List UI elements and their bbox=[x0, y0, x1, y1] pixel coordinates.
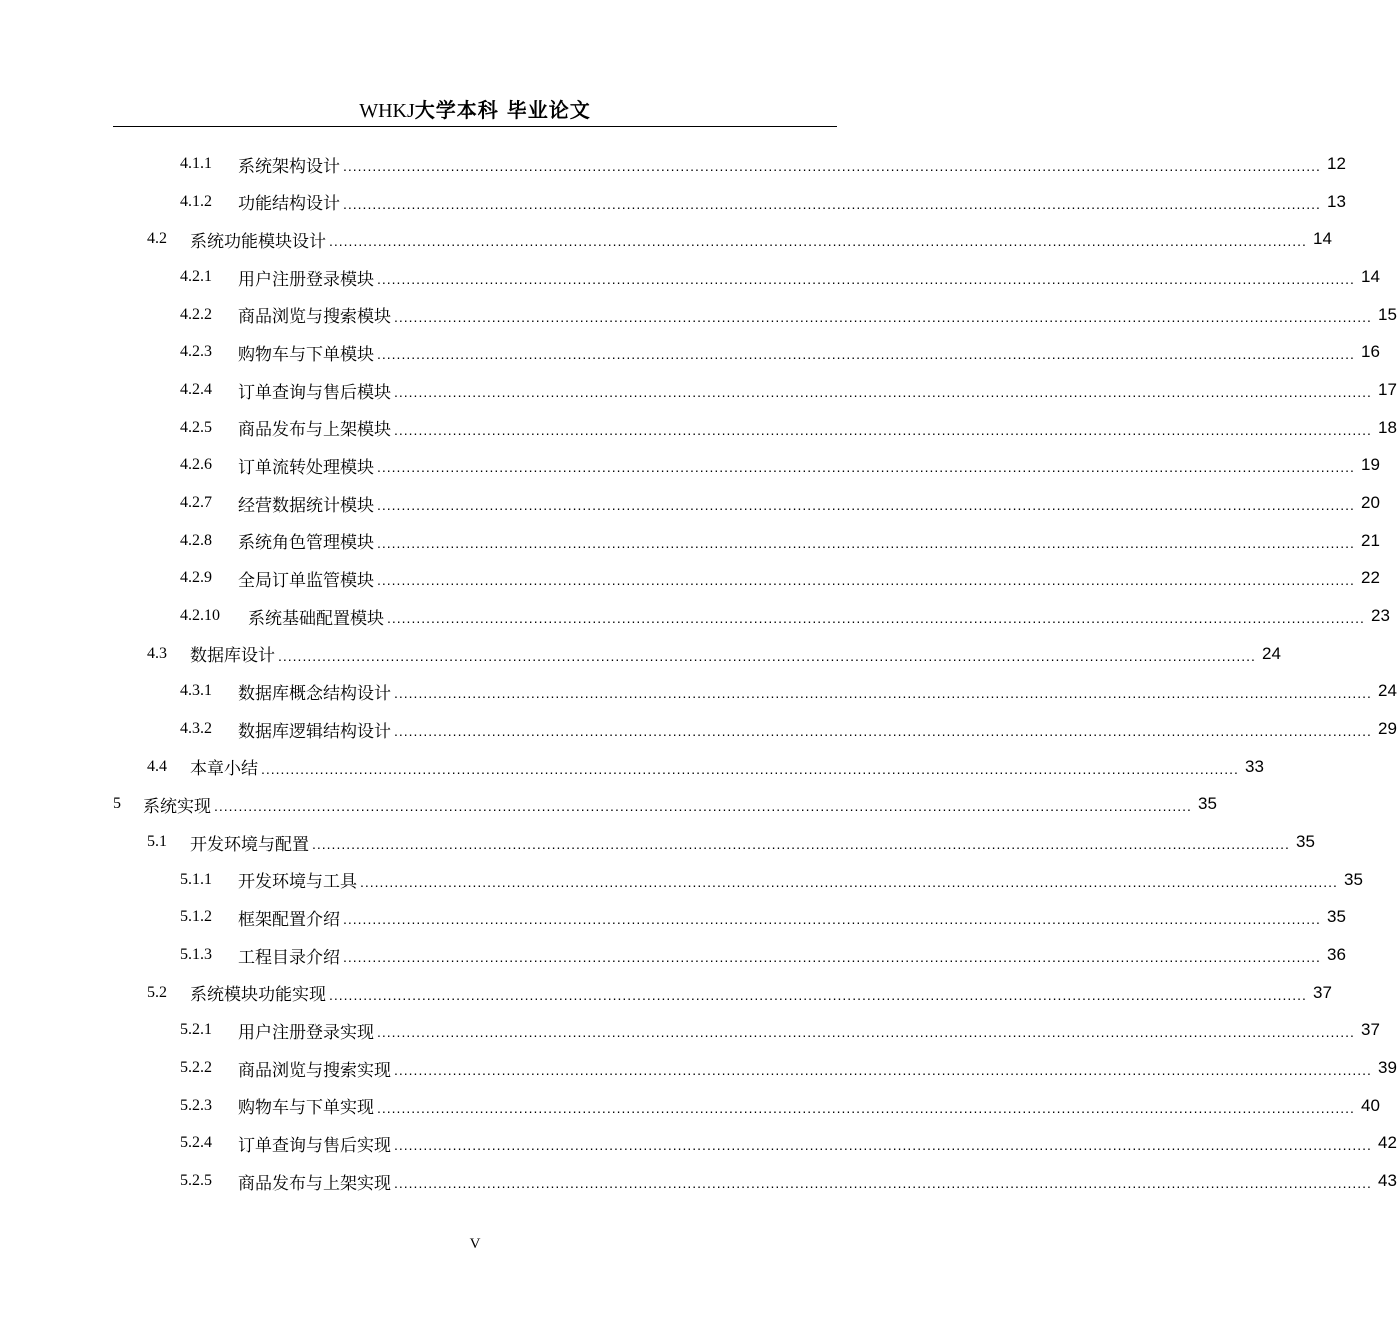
toc-entry[interactable] bbox=[180, 152, 1346, 177]
toc-entry[interactable] bbox=[180, 1056, 1397, 1081]
toc-entry-title: 订单查询与售后实现 bbox=[238, 1135, 391, 1156]
toc-entry-number: 4.2.6 bbox=[180, 456, 212, 474]
toc-entry-number: 5.1.3 bbox=[180, 946, 212, 964]
toc-dot-leader: ........................................................................................................................................................................................................ bbox=[278, 647, 1256, 664]
toc-entry-page: 21 bbox=[1361, 530, 1380, 550]
toc-entry-title: 数据库设计 bbox=[190, 646, 275, 667]
toc-entry-page: 35 bbox=[1327, 907, 1346, 927]
toc-dot-leader: ........................................................................................................................................................................................................ bbox=[377, 497, 1355, 514]
toc-entry-page: 37 bbox=[1313, 982, 1332, 1002]
toc-entry-number: 4.2.7 bbox=[180, 494, 212, 512]
toc-entry[interactable] bbox=[180, 378, 1397, 403]
toc-entry[interactable] bbox=[147, 227, 1332, 252]
toc-entry-title: 系统角色管理模块 bbox=[238, 533, 374, 554]
toc-entry[interactable] bbox=[180, 604, 1390, 629]
toc-dot-leader: ........................................................................................................................................................................................................ bbox=[329, 233, 1307, 250]
toc-entry[interactable] bbox=[180, 453, 1380, 478]
toc-entry-number: 4.2.5 bbox=[180, 418, 212, 436]
toc-entry-title: 数据库概念结构设计 bbox=[238, 683, 391, 704]
toc-entry[interactable] bbox=[180, 717, 1397, 742]
toc-entry-title: 用户注册登录模块 bbox=[238, 269, 374, 290]
toc-dot-leader: ........................................................................................................................................................................................................ bbox=[394, 685, 1372, 702]
toc-entry-title: 数据库逻辑结构设计 bbox=[238, 721, 391, 742]
toc-entry-page: 18 bbox=[1378, 417, 1397, 437]
toc-entry[interactable] bbox=[147, 830, 1315, 855]
toc-entry-page: 35 bbox=[1344, 869, 1363, 889]
toc-dot-leader: ........................................................................................................................................................................................................ bbox=[377, 1024, 1355, 1041]
toc-entry-page: 40 bbox=[1361, 1095, 1380, 1115]
toc-entry-page: 35 bbox=[1296, 832, 1315, 852]
toc-dot-leader: ........................................................................................................................................................................................................ bbox=[312, 836, 1290, 853]
toc-entry[interactable] bbox=[180, 190, 1346, 215]
toc-entry[interactable] bbox=[180, 1018, 1380, 1043]
toc-entry-page: 12 bbox=[1327, 154, 1346, 173]
toc-entry-title: 购物车与下单实现 bbox=[238, 1098, 374, 1119]
toc-entry-title: 系统架构设计 bbox=[238, 156, 340, 177]
toc-entry-page: 33 bbox=[1245, 756, 1264, 776]
toc-entry-number: 4.2.3 bbox=[180, 343, 212, 361]
toc-entry-number: 4.3 bbox=[147, 644, 167, 662]
toc-entry-page: 22 bbox=[1361, 568, 1380, 588]
toc-dot-leader: ........................................................................................................................................................................................................ bbox=[377, 1099, 1355, 1116]
toc-entry[interactable] bbox=[113, 792, 1217, 817]
toc-dot-leader: ........................................................................................................................................................................................................ bbox=[343, 949, 1321, 966]
toc-entry-number: 5.2.5 bbox=[180, 1172, 212, 1190]
toc-dot-leader: ........................................................................................................................................................................................................ bbox=[394, 1137, 1372, 1154]
toc-entry[interactable] bbox=[180, 340, 1380, 365]
toc-dot-leader: ........................................................................................................................................................................................................ bbox=[261, 760, 1239, 777]
toc-entry-page: 16 bbox=[1361, 342, 1380, 362]
toc-entry-title: 系统实现 bbox=[143, 796, 211, 817]
header-cjk-text: 大学本科 毕业论文 bbox=[414, 98, 591, 122]
toc-entry-number: 5.2.4 bbox=[180, 1134, 212, 1152]
toc-entry-page: 13 bbox=[1327, 191, 1346, 211]
toc-entry-number: 4.2.9 bbox=[180, 569, 212, 587]
toc-entry-title: 经营数据统计模块 bbox=[238, 495, 374, 516]
toc-entry-page: 20 bbox=[1361, 493, 1380, 513]
toc-entry-page: 39 bbox=[1378, 1058, 1397, 1078]
toc-entry-page: 14 bbox=[1361, 267, 1380, 286]
toc-dot-leader: ........................................................................................................................................................................................................ bbox=[394, 723, 1372, 740]
toc-entry-number: 4.1.2 bbox=[180, 192, 212, 210]
toc-dot-leader: ........................................................................................................................................................................................................ bbox=[377, 572, 1355, 589]
toc-entry-number: 4.2.10 bbox=[180, 607, 220, 625]
toc-entry-number: 4.2 bbox=[147, 230, 167, 248]
toc-entry[interactable] bbox=[180, 303, 1397, 328]
toc-dot-leader: ........................................................................................................................................................................................................ bbox=[387, 610, 1365, 627]
toc-dot-leader: ........................................................................................................................................................................................................ bbox=[377, 271, 1355, 287]
toc-entry[interactable] bbox=[180, 529, 1380, 554]
toc-entry[interactable] bbox=[180, 265, 1380, 290]
toc-entry[interactable] bbox=[147, 642, 1281, 667]
toc-entry[interactable] bbox=[180, 416, 1397, 441]
toc-entry-title: 订单查询与售后模块 bbox=[238, 382, 391, 403]
toc-entry-page: 37 bbox=[1361, 1020, 1380, 1040]
toc-entry[interactable] bbox=[180, 1131, 1397, 1156]
toc-entry-page: 23 bbox=[1371, 606, 1390, 626]
toc-entry-title: 系统模块功能实现 bbox=[190, 985, 326, 1006]
toc-entry-page: 24 bbox=[1262, 643, 1281, 663]
toc-entry-number: 4.3.1 bbox=[180, 682, 212, 700]
toc-entry-page: 29 bbox=[1378, 719, 1397, 739]
toc-entry[interactable] bbox=[180, 868, 1363, 893]
toc-entry-page: 24 bbox=[1378, 681, 1397, 701]
toc-entry-title: 商品发布与上架模块 bbox=[238, 420, 391, 441]
toc-entry-number: 4.3.2 bbox=[180, 720, 212, 738]
toc-entry-title: 商品发布与上架实现 bbox=[238, 1173, 391, 1194]
toc-entry-number: 5.1 bbox=[147, 833, 167, 851]
toc-entry[interactable] bbox=[147, 981, 1332, 1006]
toc-entry[interactable] bbox=[180, 943, 1346, 968]
toc-entry-number: 5.1.2 bbox=[180, 908, 212, 926]
toc-entry-title: 系统基础配置模块 bbox=[248, 608, 384, 629]
toc-dot-leader: ........................................................................................................................................................................................................ bbox=[377, 346, 1355, 363]
toc-entry-number: 5.2.3 bbox=[180, 1096, 212, 1114]
toc-dot-leader: ........................................................................................................................................................................................................ bbox=[394, 1175, 1372, 1192]
toc-entry-title: 用户注册登录实现 bbox=[238, 1022, 374, 1043]
toc-dot-leader: ........................................................................................................................................................................................................ bbox=[394, 308, 1372, 325]
toc-dot-leader: ........................................................................................................................................................................................................ bbox=[394, 421, 1372, 438]
toc-entry-number: 4.2.8 bbox=[180, 531, 212, 549]
toc-dot-leader: ........................................................................................................................................................................................................ bbox=[394, 384, 1372, 401]
toc-entry-title: 工程目录介绍 bbox=[238, 947, 340, 968]
toc-entry-title: 订单流转处理模块 bbox=[238, 457, 374, 478]
toc-entry[interactable] bbox=[180, 1169, 1397, 1194]
toc-entry-title: 功能结构设计 bbox=[238, 194, 340, 215]
toc-entry-page: 15 bbox=[1378, 304, 1397, 324]
toc-entry-number: 5.2.1 bbox=[180, 1021, 212, 1039]
toc-entry-page: 17 bbox=[1378, 380, 1397, 400]
toc-entry-title: 全局订单监管模块 bbox=[238, 570, 374, 591]
toc-entry-title: 商品浏览与搜索模块 bbox=[238, 307, 391, 328]
toc-entry[interactable] bbox=[180, 566, 1380, 591]
toc-entry-page: 14 bbox=[1313, 229, 1332, 249]
toc-entry-title: 框架配置介绍 bbox=[238, 909, 340, 930]
toc-entry-number: 4.2.2 bbox=[180, 305, 212, 323]
toc-entry-number: 4.4 bbox=[147, 757, 167, 775]
toc-dot-leader: ........................................................................................................................................................................................................ bbox=[377, 459, 1355, 476]
toc-dot-leader: ........................................................................................................................................................................................................ bbox=[343, 195, 1321, 212]
toc-dot-leader: ........................................................................................................................................................................................................ bbox=[360, 873, 1338, 890]
toc-entry-page: 43 bbox=[1378, 1171, 1397, 1191]
header-latin-text: WHKJ bbox=[359, 100, 415, 122]
toc-entry[interactable] bbox=[147, 755, 1264, 780]
toc-entry-number: 4.2.1 bbox=[180, 268, 212, 285]
toc-entry-title: 购物车与下单模块 bbox=[238, 344, 374, 365]
page-number: V bbox=[469, 1236, 481, 1252]
toc-entry-number: 5.2.2 bbox=[180, 1059, 212, 1077]
toc-dot-leader: ........................................................................................................................................................................................................ bbox=[394, 1062, 1372, 1079]
toc-entry-number: 4.2.4 bbox=[180, 381, 212, 399]
toc-entry[interactable] bbox=[180, 1094, 1380, 1119]
toc-entry-page: 35 bbox=[1198, 794, 1217, 814]
toc-entry-title: 系统功能模块设计 bbox=[190, 231, 326, 252]
toc-entry-number: 5.2 bbox=[147, 983, 167, 1001]
toc-entry[interactable] bbox=[180, 491, 1380, 516]
toc-entry-page: 36 bbox=[1327, 945, 1346, 965]
toc-entry-title: 商品浏览与搜索实现 bbox=[238, 1060, 391, 1081]
toc-entry-number: 5.1.1 bbox=[180, 870, 212, 888]
toc-dot-leader: ........................................................................................................................................................................................................ bbox=[377, 534, 1355, 551]
toc-entry-number: 5 bbox=[113, 795, 121, 813]
toc-dot-leader: ........................................................................................................................................................................................................ bbox=[329, 986, 1307, 1003]
toc-entry-title: 开发环境与工具 bbox=[238, 872, 357, 893]
toc-entry-number: 4.1.1 bbox=[180, 155, 212, 172]
toc-dot-leader: ........................................................................................................................................................................................................ bbox=[343, 911, 1321, 928]
toc-dot-leader: ........................................................................................................................................................................................................ bbox=[343, 158, 1321, 174]
toc-entry-page: 19 bbox=[1361, 455, 1380, 475]
toc-entry[interactable] bbox=[180, 679, 1397, 704]
toc-entry-title: 本章小结 bbox=[190, 759, 258, 780]
toc-entry-title: 开发环境与配置 bbox=[190, 834, 309, 855]
toc-entry[interactable] bbox=[180, 905, 1346, 930]
toc-dot-leader: ........................................................................................................................................................................................................ bbox=[214, 798, 1192, 815]
toc-entry-page: 42 bbox=[1378, 1133, 1397, 1153]
